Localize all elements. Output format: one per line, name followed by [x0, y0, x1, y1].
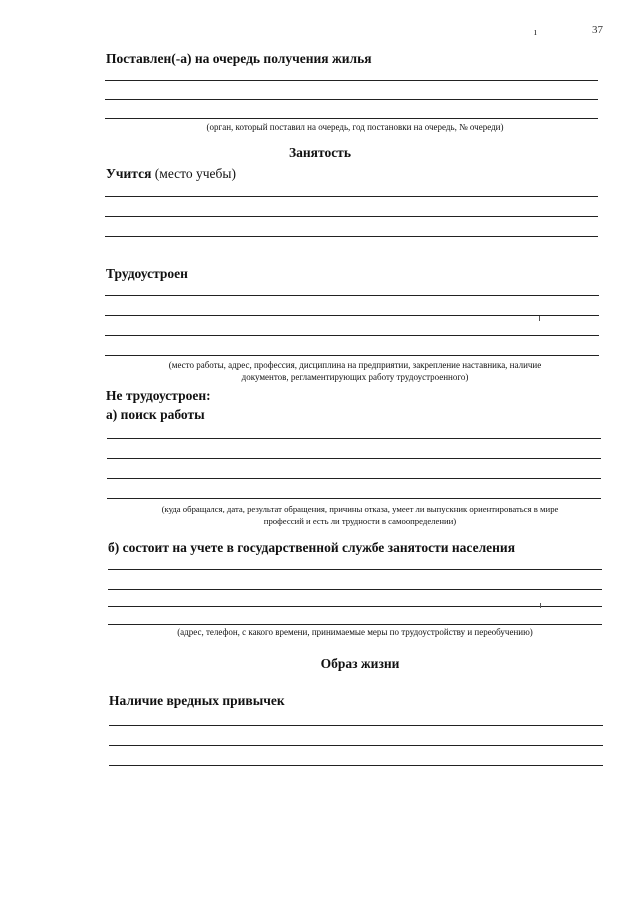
page-number: 37 [592, 24, 603, 36]
job-search-caption [100, 503, 620, 527]
housing-line [105, 99, 598, 100]
studies-line [105, 236, 598, 237]
habits-line [109, 765, 603, 766]
studies-line [105, 196, 598, 197]
housing-caption: (орган, который поставил на очередь, год постановки на очередь, № очереди) [206, 122, 504, 132]
employed-line [105, 315, 599, 316]
page-mark: ı [534, 27, 537, 38]
employed-caption-line: (место работы, адрес, профессия, дисциплина на предприятии, закрепление наставника, наличие [168, 360, 542, 370]
job-search-line [107, 498, 601, 499]
employed-caption [105, 359, 605, 383]
registered-line [108, 624, 602, 625]
employed-line [105, 295, 599, 296]
registered-caption: (адрес, телефон, с какого времени, принимаемые меры по трудоустройству и переобучению) [177, 627, 533, 637]
job-search-caption-line: (куда обращался, дата, результат обращения, причины отказа, умеет ли выпускник ориентироваться в мире [161, 504, 559, 514]
registered-line [108, 569, 602, 570]
registered-line [108, 589, 602, 590]
job-search-caption-line: профессий и есть ли трудности в самоопределении) [263, 516, 457, 526]
habits-line [109, 725, 603, 726]
housing-heading: Поставлен(-а) на очередь получения жилья [106, 51, 372, 66]
job-search-line [107, 478, 601, 479]
lifestyle-title: Образ жизни [320, 656, 400, 671]
scan-mark [539, 316, 540, 321]
housing-line [105, 118, 598, 119]
job-search-line [107, 458, 601, 459]
job-search-heading: а) поиск работы [106, 407, 205, 422]
employed-line [105, 335, 599, 336]
unemployed-heading: Не трудоустроен: [106, 388, 211, 403]
studies-heading-bold: Учится [106, 166, 152, 181]
housing-line [105, 80, 598, 81]
employed-caption-line: документов, регламентирующих работу трудоустроенного) [241, 372, 469, 382]
job-search-line [107, 438, 601, 439]
studies-heading [106, 166, 236, 182]
scan-mark [540, 603, 541, 608]
employed-heading: Трудоустроен [106, 266, 188, 281]
habits-line [109, 745, 603, 746]
registered-heading: б) состоит на учете в государственной службе занятости населения [108, 540, 516, 555]
studies-heading-note: (место учебы) [151, 166, 236, 181]
employment-title: Занятость [289, 145, 351, 160]
registered-line [108, 606, 602, 607]
employed-line [105, 355, 599, 356]
studies-line [105, 216, 598, 217]
habits-heading: Наличие вредных привычек [109, 693, 285, 708]
